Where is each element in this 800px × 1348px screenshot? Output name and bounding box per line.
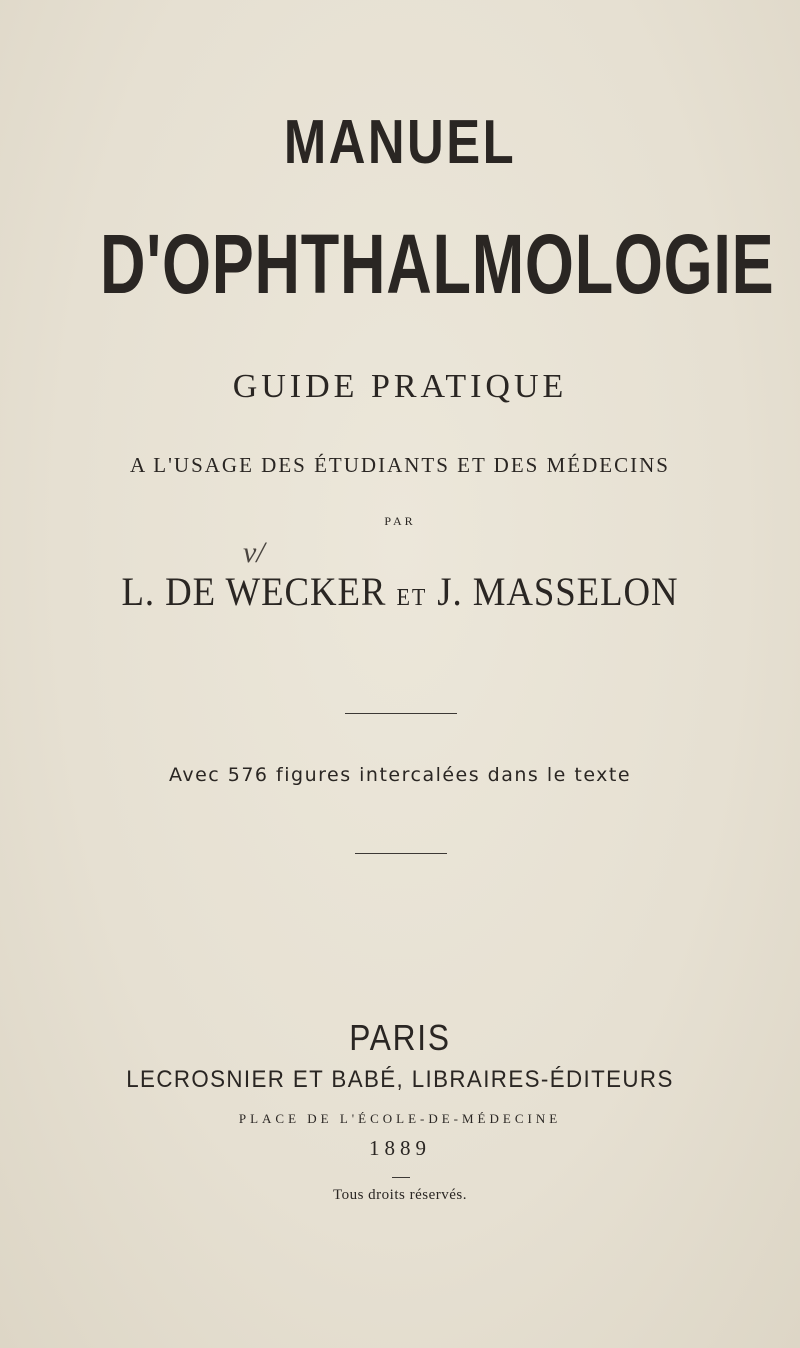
audience-line: A L'USAGE DES ÉTUDIANTS ET DES MÉDECINS [130, 453, 670, 477]
book-title-line-1: MANUEL [283, 108, 517, 177]
author-first: L. DE WECKER [121, 569, 387, 614]
divider-rule [355, 853, 447, 854]
book-title-line-2: D'OPHTHALMOLOGIE [100, 217, 775, 311]
book-subtitle: GUIDE PRATIQUE [232, 368, 568, 405]
divider-rule [345, 713, 457, 714]
divider-rule [392, 1177, 410, 1178]
imprint-year: 1889 [369, 1136, 431, 1160]
handwritten-mark: v/ [243, 536, 265, 569]
author-second: J. MASSELON [437, 569, 679, 614]
author-conjunction: ET [396, 585, 428, 611]
rights-notice: Tous droits réservés. [332, 1187, 467, 1203]
authors-line [32, 569, 768, 614]
imprint-city: PARIS [349, 1017, 451, 1058]
imprint-address: PLACE DE L'ÉCOLE-DE-MÉDECINE [238, 1111, 562, 1126]
by-label: PAR [384, 514, 416, 528]
figures-note: Avec 576 figures intercalées dans le texte [168, 764, 632, 786]
imprint-publisher: LECROSNIER ET BABÉ, LIBRAIRES-ÉDITEURS [126, 1066, 674, 1093]
